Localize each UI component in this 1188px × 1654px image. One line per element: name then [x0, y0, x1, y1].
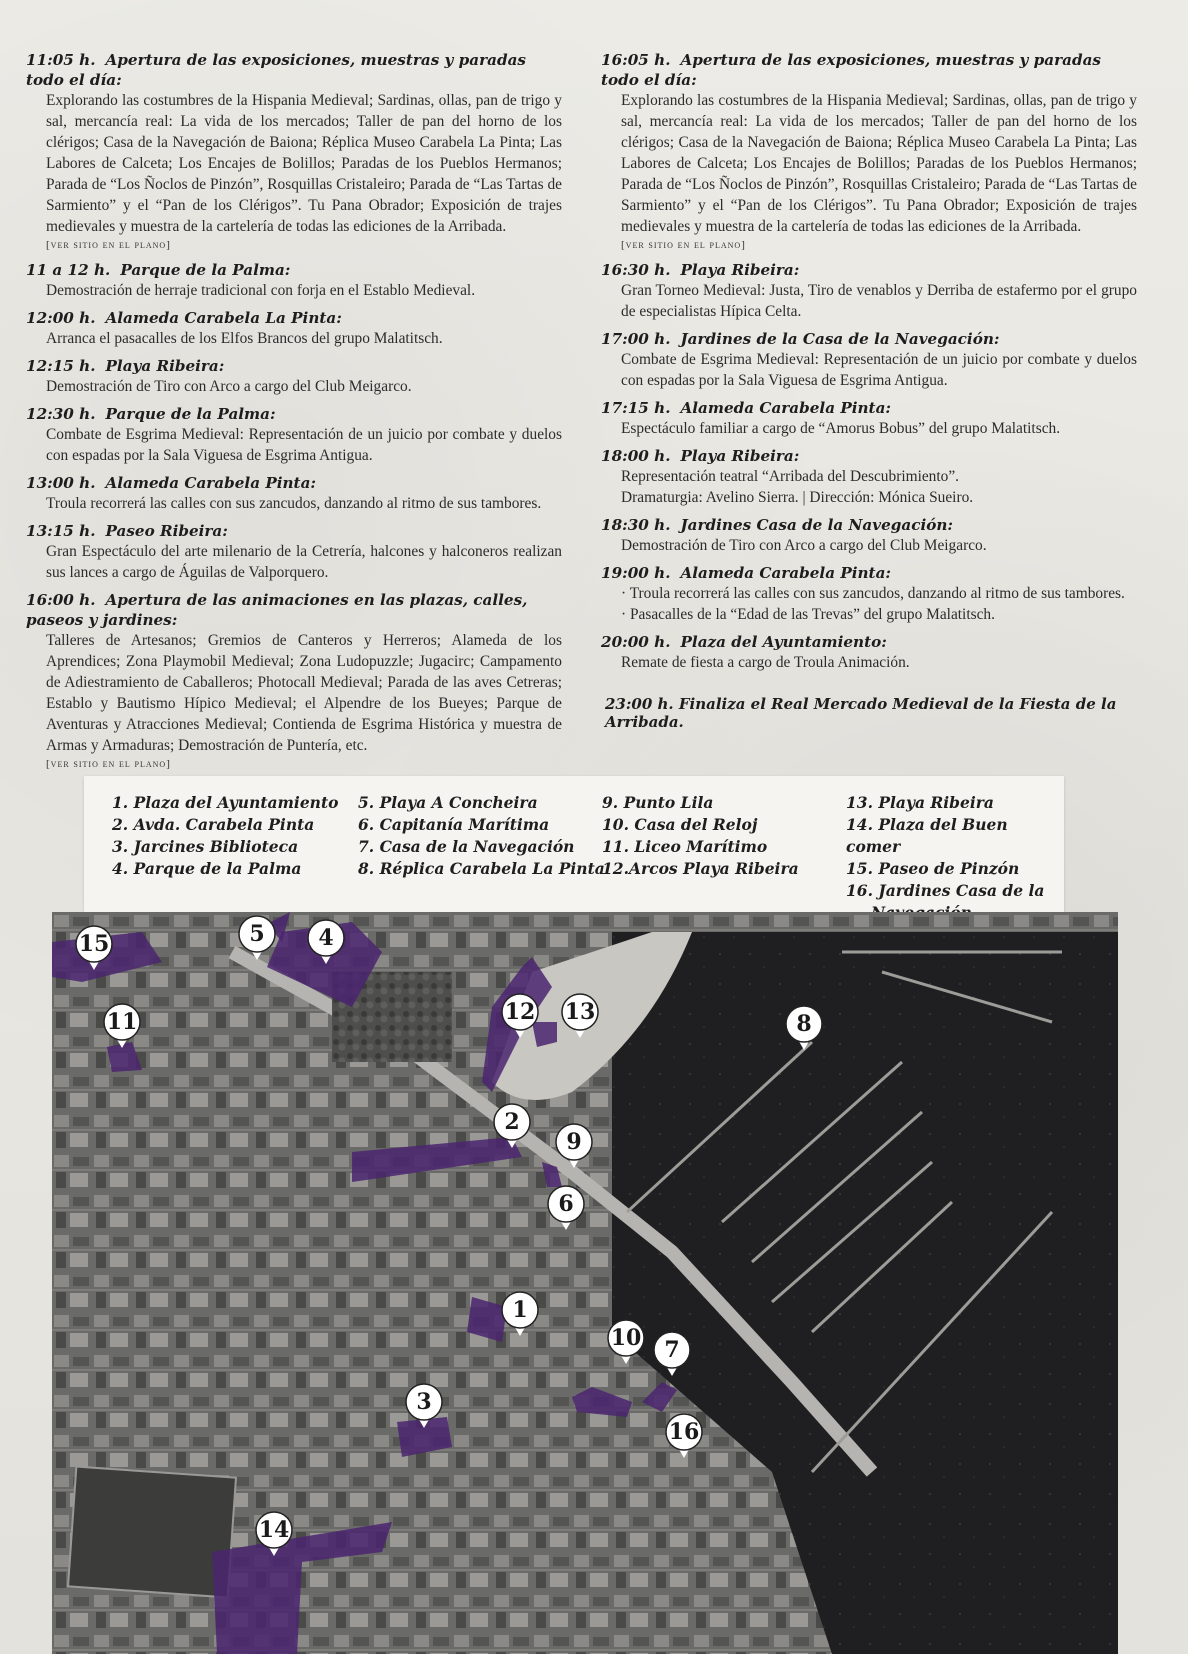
legend-item: 12.Arcos Playa Ribeira [602, 859, 799, 878]
closing-note: 23:00 h. Finaliza el Real Mercado Medieval de la Fiesta de la Arribada. [605, 695, 1117, 731]
schedule-event [26, 473, 562, 514]
map-marker-number: 16 [668, 1419, 700, 1445]
event-time: 11:05 h. [26, 51, 96, 69]
event-description-line: Combate de Esgrima Medieval: Representación de un juicio por combate y duelos con espadas por la Sala Viguesa de Esgrima Antigua. [46, 426, 562, 464]
legend-item: 13. Playa Ribeira [846, 793, 994, 812]
event-description [26, 493, 562, 514]
event-place: Jardines de la Casa de la Navegación: [680, 330, 1000, 348]
event-description-line: Gran Espectáculo del arte milenario de la Cetrería, halcones y halconeros realizan sus lances a cargo de Águilas de Valporquero. [46, 543, 562, 581]
event-time: 12:15 h. [26, 357, 96, 375]
event-description-line: Dramaturgia: Avelino Sierra. | Dirección: Mónica Sueiro. [621, 489, 974, 506]
event-place: Playa Ribeira: [680, 261, 800, 279]
event-place: Alameda Carabela Pinta: [105, 474, 317, 492]
legend-column-1 [112, 792, 338, 880]
event-description-line: Demostración de Tiro con Arco a cargo del Club Meigarco. [621, 537, 987, 554]
map-marker-number: 11 [106, 1009, 138, 1035]
map-reference-link[interactable]: [ver sitio en el plano] [46, 239, 171, 251]
schedule-right-column [601, 50, 1137, 731]
event-time: 17:15 h. [601, 399, 671, 417]
map-canvas [52, 912, 1118, 1654]
event-description [601, 652, 1137, 673]
schedule-event [601, 260, 1137, 322]
event-time: 19:00 h. [601, 564, 671, 582]
legend-item: 10. Casa del Reloj [602, 815, 758, 834]
event-description-line: Remate de fiesta a cargo de Troula Animación. [621, 654, 910, 671]
event-description-line: Gran Torneo Medieval: Justa, Tiro de venablos y Derriba de estafermo por el grupo de especialistas Hípica Celta. [621, 282, 1137, 320]
event-heading [601, 515, 1137, 535]
schedule-event [26, 50, 562, 253]
map-marker-number: 7 [664, 1337, 680, 1363]
event-description [26, 376, 562, 397]
event-description-line: Arranca el pasacalles de los Elfos Brancos del grupo Malatitsch. [46, 330, 443, 347]
event-time: 18:30 h. [601, 516, 671, 534]
event-time: 16:30 h. [601, 261, 671, 279]
event-place: Apertura de las exposiciones, muestras y paradas todo el día: [26, 51, 526, 89]
event-heading [26, 308, 562, 328]
map-marker-number: 13 [564, 999, 596, 1025]
event-heading [601, 563, 1137, 583]
event-place: Playa Ribeira: [680, 447, 800, 465]
map-marker-number: 3 [416, 1389, 432, 1415]
event-heading [26, 590, 562, 630]
schedule-event [26, 404, 562, 466]
event-time: 17:00 h. [601, 330, 671, 348]
event-heading [601, 632, 1137, 652]
map-reference-link[interactable]: [ver sitio en el plano] [46, 758, 171, 770]
event-time: 13:00 h. [26, 474, 96, 492]
legend-column-3 [602, 792, 799, 880]
event-heading [601, 50, 1137, 90]
event-time: 16:00 h. [26, 591, 96, 609]
event-time: 18:00 h. [601, 447, 671, 465]
event-time: 12:00 h. [26, 309, 96, 327]
map-marker-number: 1 [512, 1297, 528, 1323]
event-description [601, 90, 1137, 237]
event-description-line: Explorando las costumbres de la Hispania Medieval; Sardinas, ollas, pan de trigo y sal, mercancía real: La vida de los mercados; Taller de pan del horno de los clérigos; Casa de la Navegación de Baiona; Réplica Museo Carabela La Pinta; Las Labores de Calceta; Los Encajes de Bolillos; Paradas de los Pueblos Hermanos; Parada de “Los Ñoclos de Pinzón”, Rosquillas Cristaleiro; Parada de “Las Tartas de Sarmiento” y el “Pan de los Clérigos”. Tu Pana Obrador; Exposición de trajes medievales y muestra de la cartelería de todas las ediciones de la Arribada. [46, 92, 562, 235]
event-description-line: · Pasacalles de la “Edad de las Trevas” del grupo Malatitsch. [621, 606, 995, 623]
event-heading [26, 50, 562, 90]
event-place: Alameda Carabela Pinta: [680, 399, 892, 417]
map-marker-number: 2 [504, 1109, 520, 1135]
event-place: Alameda Carabela La Pinta: [105, 309, 342, 327]
schedule-event [601, 632, 1137, 673]
schedule-event [26, 260, 562, 301]
map-marker-number: 15 [78, 931, 110, 957]
event-time: 12:30 h. [26, 405, 96, 423]
event-heading [26, 521, 562, 541]
legend-column-4 [846, 792, 1064, 924]
event-place: Alameda Carabela Pinta: [680, 564, 892, 582]
event-place: Paseo Ribeira: [105, 522, 228, 540]
event-place: Apertura de las exposiciones, muestras y paradas todo el día: [601, 51, 1101, 89]
event-description [26, 280, 562, 301]
schedule-event [601, 398, 1137, 439]
map-marker-number: 8 [796, 1011, 812, 1037]
map-reference-link[interactable]: [ver sitio en el plano] [621, 239, 746, 251]
legend-item: 1. Plaza del Ayuntamiento [112, 793, 339, 812]
event-place: Plaza del Ayuntamiento: [680, 633, 887, 651]
legend-item: 14. Plaza del Buen comer [846, 815, 1008, 856]
event-heading [601, 260, 1137, 280]
legend-item: 3. Jarcines Biblioteca [112, 837, 299, 856]
schedule-event [26, 521, 562, 583]
schedule-event [601, 515, 1137, 556]
event-time: 16:05 h. [601, 51, 671, 69]
legend-column-2 [358, 792, 605, 880]
event-time: 20:00 h. [601, 633, 671, 651]
legend-item: 16. Jardines Casa de la [846, 881, 1045, 900]
event-heading [26, 356, 562, 376]
legend-item: 8. Réplica Carabela La Pinta [358, 859, 605, 878]
event-description [601, 280, 1137, 322]
event-place: Playa Ribeira: [105, 357, 225, 375]
event-description [601, 466, 1137, 508]
event-description [26, 90, 562, 237]
event-description [26, 541, 562, 583]
aerial-map [52, 912, 1118, 1654]
map-marker-number: 6 [558, 1191, 574, 1217]
event-description [601, 583, 1137, 625]
schedule-event [26, 356, 562, 397]
event-description-line: Talleres de Artesanos; Gremios de Canteros y Herreros; Alameda de los Aprendices; Zona Playmobil Medieval; Zona Ludopuzzle; Jugacirc; Campamento de Adiestramiento de Caballeros; Photocall Medieval; Parada de las aves Cetreras; Establo y Bautismo Hípico Medieval; el Alpendre de los Bueyes; Parque de Aventuras y Atracciones Medieval; Contienda de Esgrima Histórica y muestra de Armas y Armaduras; Demostración de Puntería, etc. [46, 632, 562, 754]
legend-item: 11. Liceo Marítimo [602, 837, 768, 856]
event-place: Jardines Casa de la Navegación: [680, 516, 953, 534]
schedule-event [601, 563, 1137, 625]
map-marker-number: 5 [249, 921, 265, 947]
legend-item: 9. Punto Lila [602, 793, 714, 812]
event-description-line: Explorando las costumbres de la Hispania Medieval; Sardinas, ollas, pan de trigo y sal, mercancía real: La vida de los mercados; Taller de pan del horno de los clérigos; Casa de la Navegación de Baiona; Réplica Museo Carabela La Pinta; Las Labores de Calceta; Los Encajes de Bolillos; Paradas de los Pueblos Hermanos; Parada de “Los Ñoclos de Pinzón”, Rosquillas Cristaleiro; Parada de “Las Tartas de Sarmiento” y el “Pan de los Clérigos”. Tu Pana Obrador; Exposición de trajes medievales y muestra de la cartelería de todas las ediciones de la Arribada. [621, 92, 1137, 235]
event-description [26, 630, 562, 756]
event-description [601, 535, 1137, 556]
event-description [26, 424, 562, 466]
legend-item: 2. Avda. Carabela Pinta [112, 815, 315, 834]
event-description [601, 349, 1137, 391]
event-heading [26, 404, 562, 424]
schedule-event [26, 308, 562, 349]
legend-item: 7. Casa de la Navegación [358, 837, 575, 856]
event-description [26, 328, 562, 349]
map-marker-number: 9 [566, 1129, 582, 1155]
event-time: 13:15 h. [26, 522, 96, 540]
map-sports-field [68, 1467, 236, 1598]
event-place: Parque de la Palma: [105, 405, 276, 423]
event-description-line: Combate de Esgrima Medieval: Representación de un juicio por combate y duelos con espadas por la Sala Viguesa de Esgrima Antigua. [621, 351, 1137, 389]
map-marker-number: 14 [258, 1517, 290, 1543]
event-description-line: · Troula recorrerá las calles con sus zancudos, danzando al ritmo de sus tambores. [621, 585, 1125, 602]
event-heading [26, 473, 562, 493]
event-heading [601, 446, 1137, 466]
schedule-left-column [26, 50, 562, 779]
legend-item: 15. Paseo de Pinzón [846, 859, 1020, 878]
event-description-line: Demostración de herraje tradicional con forja en el Establo Medieval. [46, 282, 476, 299]
schedule-event [26, 590, 562, 772]
event-time: 11 a 12 h. [26, 261, 111, 279]
map-marker-number: 12 [504, 999, 536, 1025]
event-description [601, 418, 1137, 439]
event-description-line: Representación teatral “Arribada del Descubrimiento”. [621, 468, 960, 485]
event-description-line: Troula recorrerá las calles con sus zancudos, danzando al ritmo de sus tambores. [46, 495, 542, 512]
event-heading [26, 260, 562, 280]
schedule-event [601, 446, 1137, 508]
event-description-line: Demostración de Tiro con Arco a cargo del Club Meigarco. [46, 378, 412, 395]
event-place: Parque de la Palma: [120, 261, 291, 279]
map-marker-number: 10 [610, 1325, 642, 1351]
legend-item: 4. Parque de la Palma [112, 859, 302, 878]
event-heading [601, 398, 1137, 418]
legend-item: 6. Capitanía Marítima [358, 815, 550, 834]
legend-item: 5. Playa A Concheira [358, 793, 538, 812]
map-legend [84, 776, 1064, 912]
event-description-line: Espectáculo familiar a cargo de “Amorus Bobus” del grupo Malatitsch. [621, 420, 1061, 437]
schedule-event [601, 50, 1137, 253]
schedule-event [601, 329, 1137, 391]
event-place: Apertura de las animaciones en las plazas, calles, paseos y jardines: [26, 591, 528, 629]
map-marker-number: 4 [318, 925, 334, 951]
event-heading [601, 329, 1137, 349]
